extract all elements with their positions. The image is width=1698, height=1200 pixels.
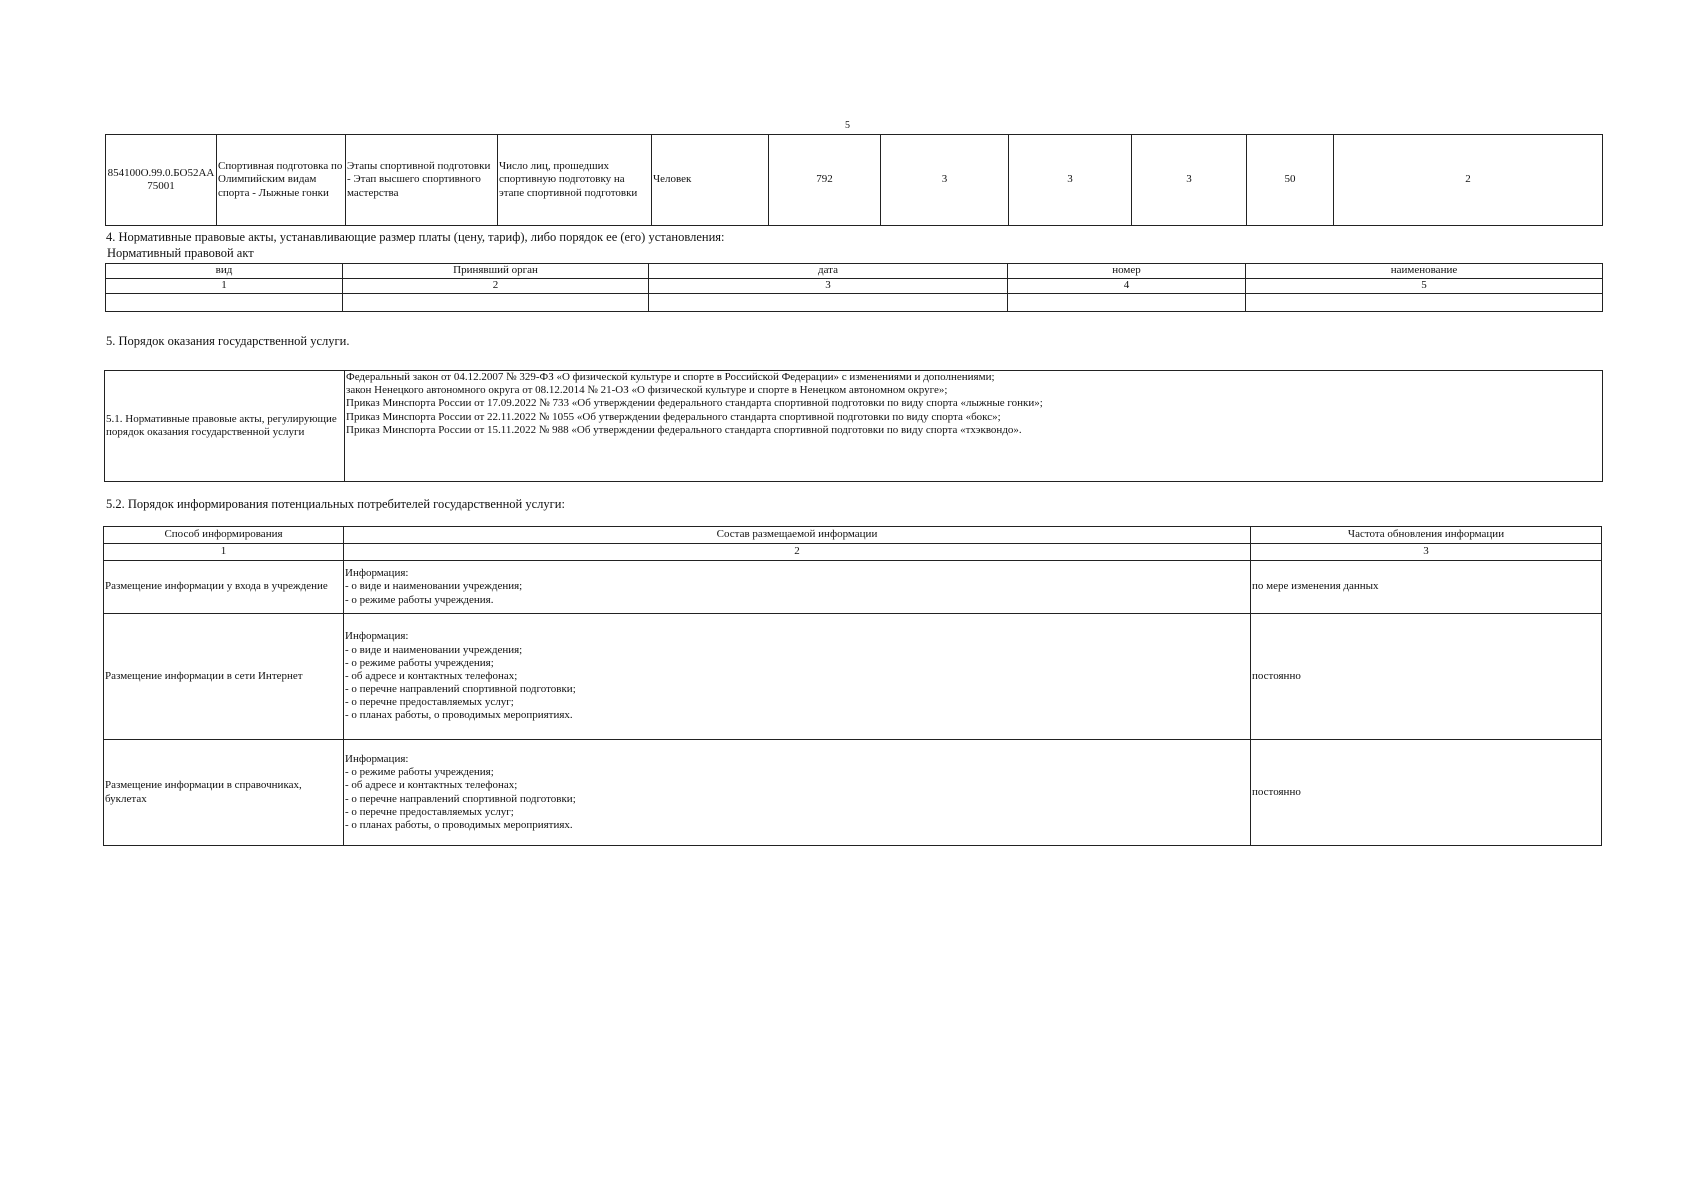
header-title: наименование	[1246, 264, 1603, 279]
col-number: 5	[1246, 279, 1603, 294]
col-number: 2	[344, 544, 1251, 561]
col-number: 3	[1251, 544, 1602, 561]
table-row	[105, 371, 1603, 482]
act-item: Федеральный закон от 04.12.2007 № 329-ФЗ «О физической культуре и спорте в Российской Федерации» с изменениями и дополнениями;	[346, 371, 995, 383]
method-cell: Размещение информации в сети Интернет	[104, 614, 344, 740]
frequency-cell: по мере изменения данных	[1251, 561, 1602, 614]
content-cell	[344, 614, 1251, 740]
empty-cell	[106, 294, 343, 312]
table-row	[104, 561, 1602, 614]
indicator-name-cell: Число лиц, прошедших спортивную подготовку на этапе спортивной подготовки	[498, 135, 652, 226]
header-type: вид	[106, 264, 343, 279]
info-line: - о режиме работы учреждения;	[345, 656, 494, 669]
service-condition-cell: Этапы спортивной подготовки - Этап высшего спортивного мастерства	[346, 135, 498, 226]
empty-cell	[1008, 294, 1246, 312]
header-date: дата	[649, 264, 1008, 279]
table-header-row	[106, 264, 1603, 279]
legal-acts-table	[105, 263, 1603, 312]
info-line: - о перечне предоставляемых услуг;	[345, 805, 514, 818]
info-line: - о перечне направлений спортивной подготовки;	[345, 792, 576, 805]
empty-cell	[343, 294, 649, 312]
value-cell-4: 50	[1247, 135, 1334, 226]
info-line: - о виде и наименовании учреждения;	[345, 643, 523, 656]
section4-heading: 4. Нормативные правовые акты, устанавливающие размер платы (цену, тариф), либо порядок ее (его) установления:	[106, 230, 725, 244]
col-number: 1	[106, 279, 343, 294]
regulatory-acts-table	[104, 370, 1603, 482]
value-cell-5: 2	[1334, 135, 1603, 226]
section4-subheading: Нормативный правовой акт	[107, 246, 254, 260]
value-cell-2: 3	[1009, 135, 1132, 226]
header-authority: Принявший орган	[343, 264, 649, 279]
table-row	[106, 294, 1603, 312]
value-cell-3: 3	[1132, 135, 1247, 226]
header-number: номер	[1008, 264, 1246, 279]
info-line: - о перечне направлений спортивной подготовки;	[345, 683, 576, 696]
empty-cell	[649, 294, 1008, 312]
frequency-cell: постоянно	[1251, 740, 1602, 846]
method-cell: Размещение информации в справочниках, буклетах	[104, 740, 344, 846]
service-indicator-table	[105, 134, 1603, 226]
info-line: - о планах работы, о проводимых мероприятиях.	[345, 709, 573, 722]
act-item: Приказ Минспорта России от 17.09.2022 № 733 «Об утверждении федерального стандарта спортивной подготовки по виду спорта «лыжные гонки»;	[346, 397, 1043, 410]
info-line: - о планах работы, о проводимых мероприятиях.	[345, 818, 573, 831]
registry-code-cell: 854100О.99.0.БО52АА75001	[106, 135, 217, 226]
info-line: Информация:	[345, 567, 409, 580]
col-number: 4	[1008, 279, 1246, 294]
regulatory-acts-list	[345, 371, 1603, 482]
unit-name-cell: Человек	[652, 135, 769, 226]
regulatory-acts-label: 5.1. Нормативные правовые акты, регулирующие порядок оказания государственной услуги	[105, 371, 345, 482]
info-line: - об адресе и контактных телефонах;	[345, 669, 518, 682]
service-content-cell: Спортивная подготовка по Олимпийским видам спорта - Лыжные гонки	[217, 135, 346, 226]
content-cell	[344, 561, 1251, 614]
value-cell-1: 3	[881, 135, 1009, 226]
frequency-cell: постоянно	[1251, 614, 1602, 740]
section5-heading: 5. Порядок оказания государственной услуги.	[106, 334, 350, 348]
act-item: Приказ Минспорта России от 22.11.2022 № 1055 «Об утверждении федерального стандарта спортивной подготовки по виду спорта «бокс»;	[346, 410, 1001, 423]
table-number-row	[104, 544, 1602, 561]
table-header-row	[104, 527, 1602, 544]
okei-code-cell: 792	[769, 135, 881, 226]
act-item: закон Ненецкого автономного округа от 08.12.2014 № 21-ОЗ «О физической культуре и спорте в Ненецком автономном округе»;	[346, 384, 948, 397]
info-line: - о перечне предоставляемых услуг;	[345, 696, 514, 709]
info-line: - о режиме работы учреждения.	[345, 593, 494, 606]
act-item: Приказ Минспорта России от 15.11.2022 № 988 «Об утверждении федерального стандарта спортивной подготовки по виду спорта «тхэквондо».	[346, 423, 1022, 436]
table-number-row	[106, 279, 1603, 294]
method-cell: Размещение информации у входа в учреждение	[104, 561, 344, 614]
info-line: Информация:	[345, 752, 409, 765]
info-line: - о виде и наименовании учреждения;	[345, 580, 523, 593]
info-line: Информация:	[345, 630, 409, 643]
table-row	[104, 614, 1602, 740]
header-content: Состав размещаемой информации	[344, 527, 1251, 544]
col-number: 3	[649, 279, 1008, 294]
col-number: 1	[104, 544, 344, 561]
table-row	[104, 740, 1602, 846]
empty-cell	[1246, 294, 1603, 312]
header-method: Способ информирования	[104, 527, 344, 544]
col-number: 2	[343, 279, 649, 294]
page-number: 5	[845, 120, 850, 131]
info-line: - о режиме работы учреждения;	[345, 766, 494, 779]
info-line: - об адресе и контактных телефонах;	[345, 779, 518, 792]
section52-heading: 5.2. Порядок информирования потенциальных потребителей государственной услуги:	[106, 497, 565, 511]
informing-table	[103, 526, 1602, 846]
content-cell	[344, 740, 1251, 846]
table-row	[106, 135, 1603, 226]
header-frequency: Частота обновления информации	[1251, 527, 1602, 544]
